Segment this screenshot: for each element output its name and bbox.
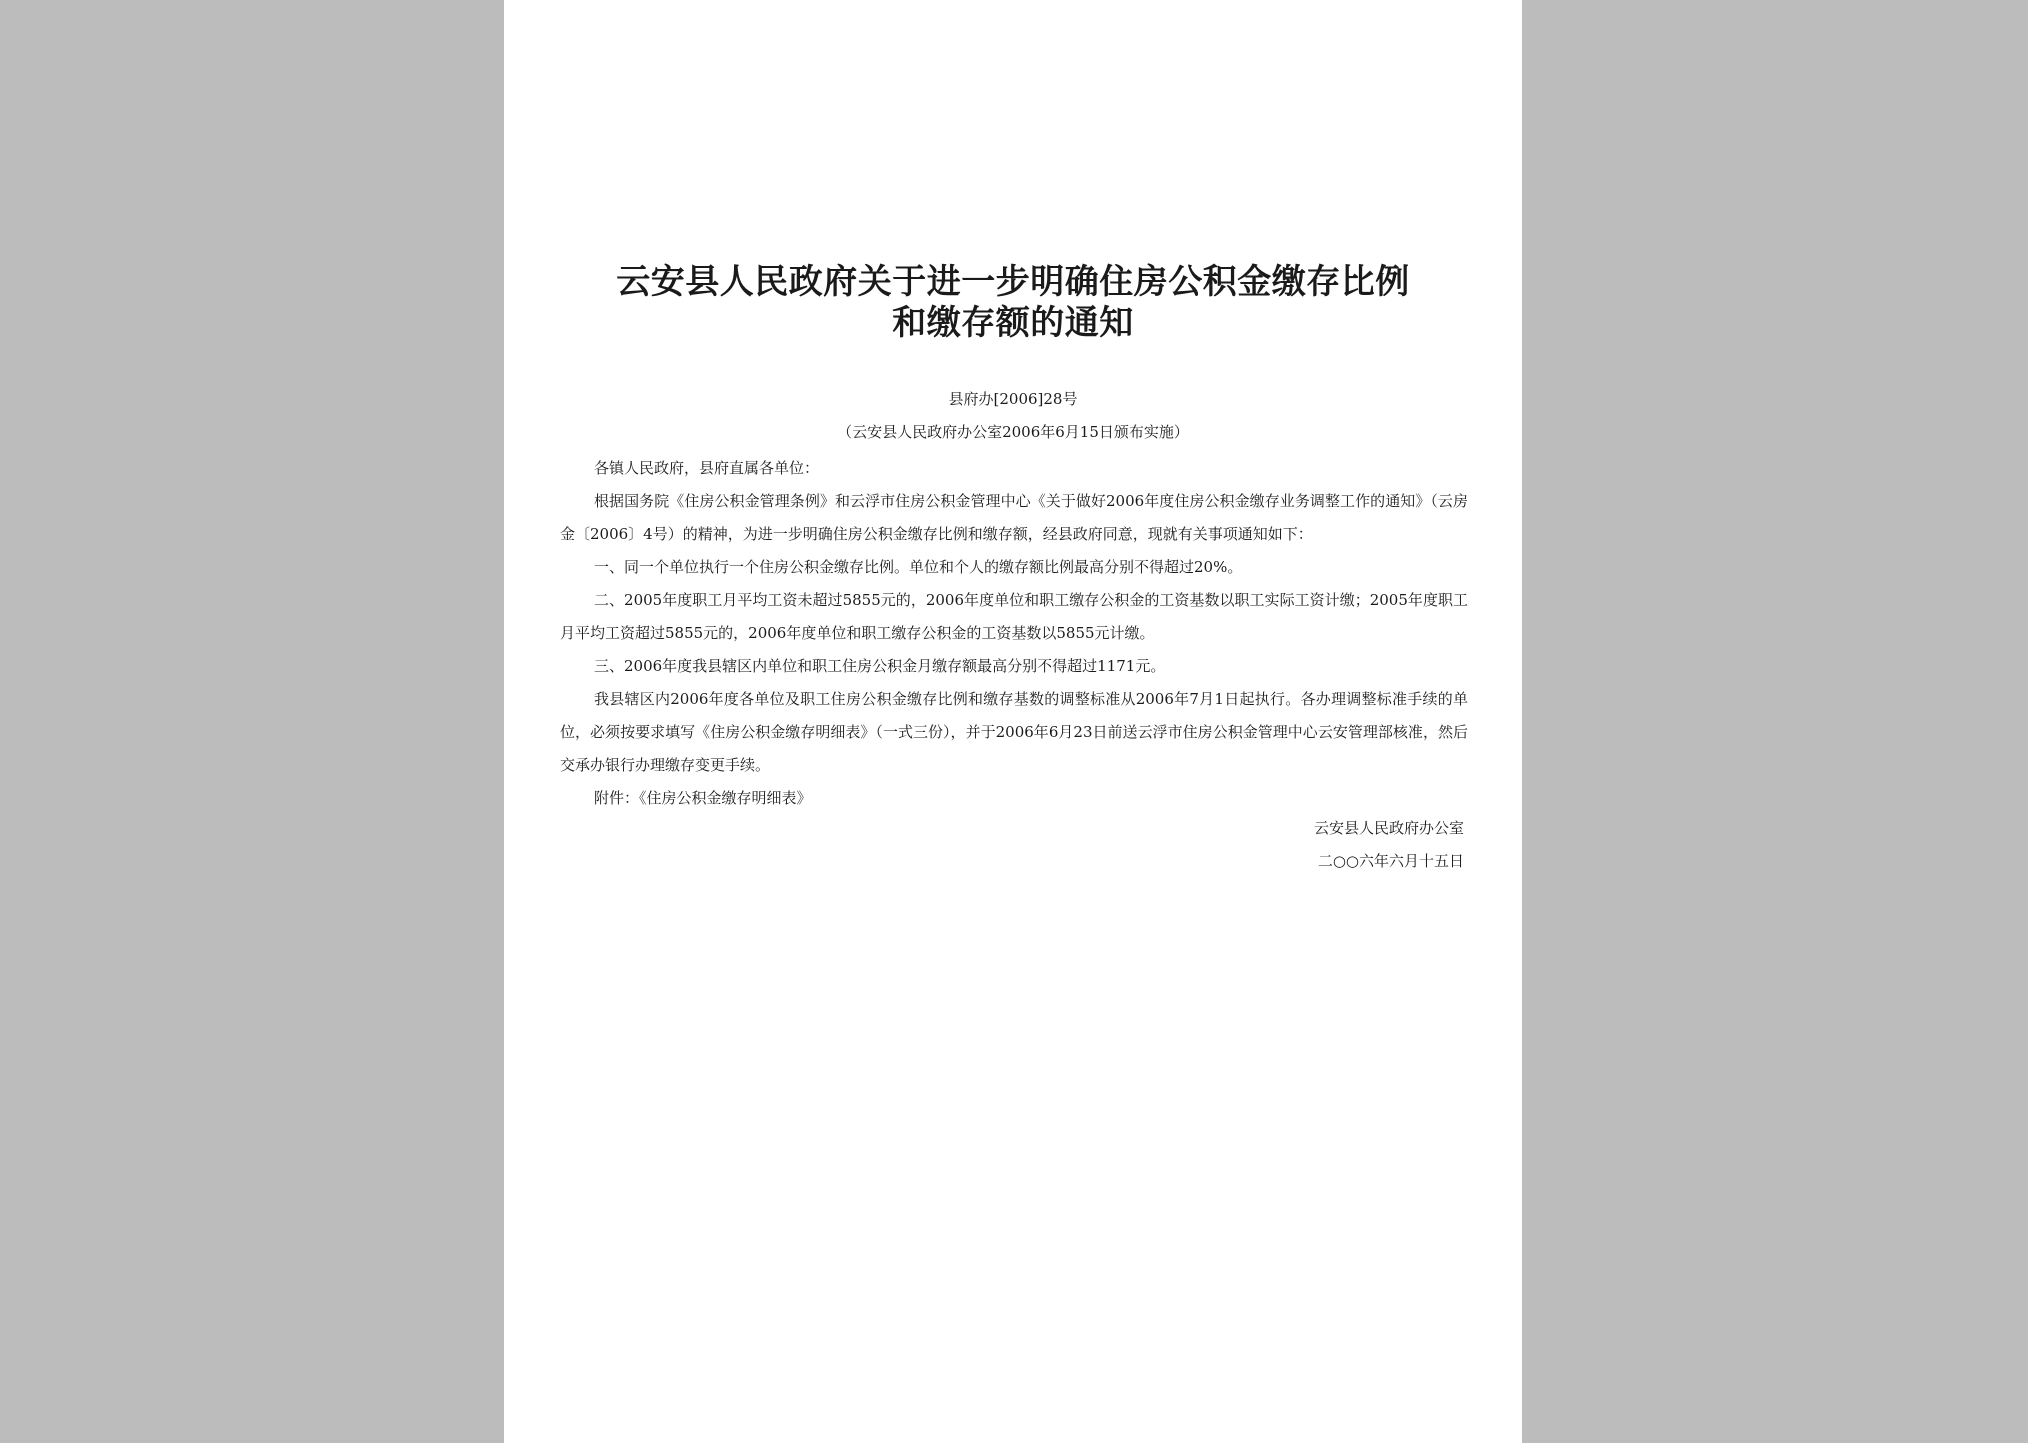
paragraph-implementation: 我县辖区内2006年度各单位及职工住房公积金缴存比例和缴存基数的调整标准从2006年7月1日起执行。各办理调整标准手续的单位，必须按要求填写《住房公积金缴存明细表》（一式三份），并于2006年6月23日前送云浮市住房公积金管理中心云安管理部核准，然后交承办银行办理缴存变更手续。 bbox=[560, 690, 1468, 774]
paragraph-basis: 根据国务院《住房公积金管理条例》和云浮市住房公积金管理中心《关于做好2006年度住房公积金缴存业务调整工作的通知》（云房金〔2006〕4号）的精神，为进一步明确住房公积金缴存比例和缴存额，经县政府同意，现就有关事项通知如下： bbox=[560, 492, 1468, 543]
attachment-line: 附件：《住房公积金缴存明细表》 bbox=[594, 789, 812, 807]
document-body bbox=[560, 452, 1468, 815]
document-title bbox=[584, 262, 1442, 344]
issued-note: （云安县人民政府办公室2006年6月15日颁布实施） bbox=[837, 423, 1189, 441]
closing-block bbox=[1314, 812, 1464, 878]
paragraph-item-2: 二、2005年度职工月平均工资未超过5855元的，2006年度单位和职工缴存公积金的工资基数以职工实际工资计缴；2005年度职工月平均工资超过5855元的，2006年度单位和职工缴存公积金的工资基数以5855元计缴。 bbox=[560, 591, 1468, 642]
document-page bbox=[504, 0, 1522, 1443]
title-line-2: 和缴存额的通知 bbox=[892, 303, 1134, 343]
title-line-1: 云安县人民政府关于进一步明确住房公积金缴存比例 bbox=[616, 262, 1410, 302]
document-number: 县府办[2006]28号 bbox=[948, 390, 1078, 408]
paragraph-item-3: 三、2006年度我县辖区内单位和职工住房公积金月缴存额最高分别不得超过1171元。 bbox=[594, 657, 1166, 675]
paragraph-item-1: 一、同一个单位执行一个住房公积金缴存比例。单位和个人的缴存额比例最高分别不得超过20%。 bbox=[594, 558, 1243, 576]
signature: 云安县人民政府办公室 bbox=[1313, 819, 1464, 837]
issue-date: 二○○六年六月十五日 bbox=[1317, 852, 1464, 870]
salutation: 各镇人民政府，县府直属各单位： bbox=[594, 459, 820, 477]
